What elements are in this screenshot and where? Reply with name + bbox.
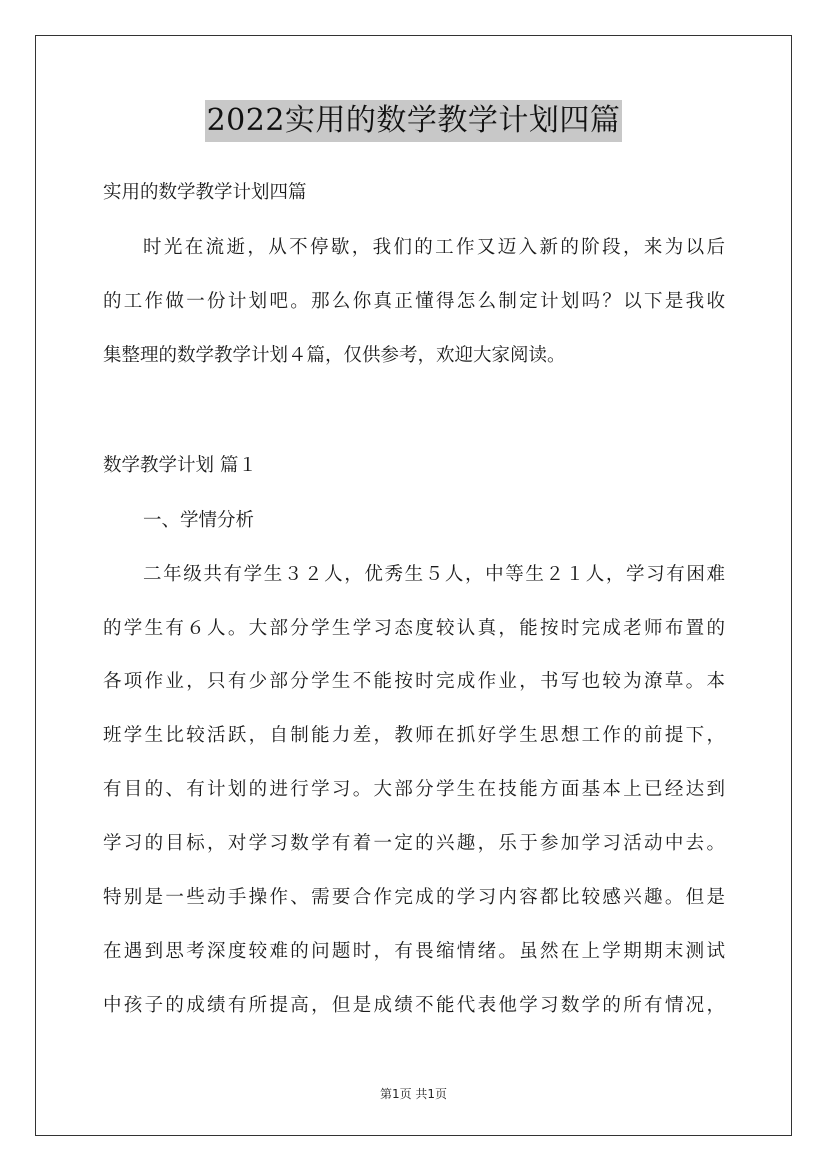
body-line-9: 中孩子的成绩有所提高，但是成绩不能代表他学习数学的所有情况， <box>103 995 725 1016</box>
subsection-heading: 一、学情分析 <box>143 510 255 531</box>
title-container <box>0 100 827 142</box>
body-line-8: 在遇到思考深度较难的问题时，有畏缩情绪。虽然在上学期期末测试 <box>103 941 725 962</box>
body-line-1: 二年级共有学生３２人，优秀生５人，中等生２１人，学习有困难 <box>143 564 725 585</box>
page-footer: 第1页 共1页 <box>379 1087 448 1101</box>
intro-line-1: 时光在流逝，从不停歇，我们的工作又迈入新的阶段，来为以后 <box>143 237 725 258</box>
body-line-6: 学习的目标，对学习数学有着一定的兴趣，乐于参加学习活动中去。 <box>103 833 725 854</box>
body-line-4: 班学生比较活跃，自制能力差，教师在抓好学生思想工作的前提下， <box>103 725 725 746</box>
document-title: 2022实用的数学教学计划四篇 <box>205 100 623 142</box>
intro-line-2: 的工作做一份计划吧。那么你真正懂得怎么制定计划吗？以下是我收 <box>103 291 725 312</box>
body-line-3: 各项作业，只有少部分学生不能按时完成作业，书写也较为潦草。本 <box>103 671 725 692</box>
intro-line-3: 集整理的数学教学计划４篇，仅供参考，欢迎大家阅读。 <box>103 345 566 366</box>
body-line-5: 有目的、有计划的进行学习。大部分学生在技能方面基本上已经达到 <box>103 779 725 800</box>
document-subtitle: 实用的数学教学计划四篇 <box>103 182 307 203</box>
section-heading: 数学教学计划 篇１ <box>103 455 257 476</box>
body-line-2: 的学生有６人。大部分学生学习态度较认真，能按时完成老师布置的 <box>103 618 725 639</box>
body-line-7: 特别是一些动手操作、需要合作完成的学习内容都比较感兴趣。但是 <box>103 887 725 908</box>
